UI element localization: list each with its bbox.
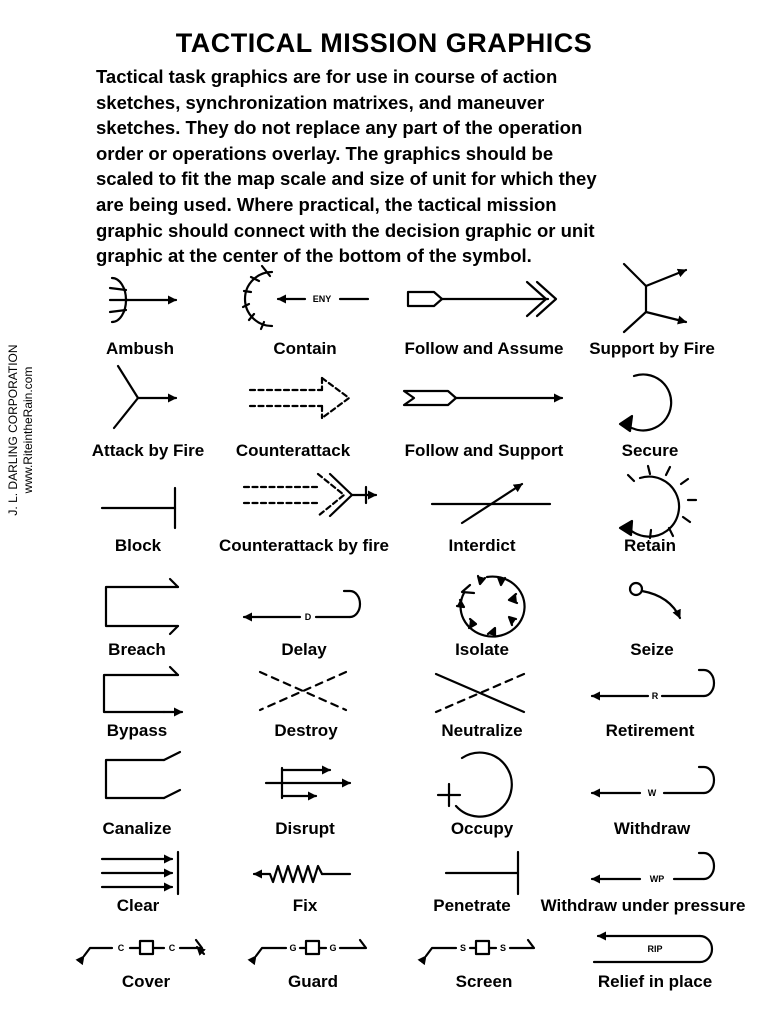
label-ambush: Ambush [106,339,174,358]
canalize-symbol [106,752,180,798]
follow-support-symbol [404,391,562,405]
intro-line: sketches, synchronization matrixes, and maneuver [96,91,545,113]
withdraw-tag: W [647,788,657,798]
label-isolate: Isolate [455,640,509,659]
label-counterattack-by-fire: Counterattack by fire [218,536,390,555]
label-retirement: Retirement [605,721,695,740]
support-by-fire-symbol [624,264,686,332]
secure-symbol [620,374,671,431]
website-url: www.RiteintheRain.com [21,366,35,494]
screen-tag-right: S [499,943,507,953]
contain-symbol [243,266,368,329]
disrupt-symbol [266,768,350,798]
delay-tag: D [304,612,312,622]
label-secure: Secure [621,441,679,460]
attack-by-fire-symbol [114,366,176,428]
block-symbol [102,488,175,528]
counterattack-symbol [250,378,349,418]
label-attack-by-fire: Attack by Fire [91,441,205,460]
screen-tag-left: S [459,943,467,953]
label-occupy: Occupy [450,819,514,838]
guard-tag-left: G [289,943,297,953]
label-destroy: Destroy [274,721,338,740]
contain-tag: ENY [312,294,332,304]
label-withdraw-pressure: Withdraw under pressure [540,896,746,915]
intro-line: sketches. They do not replace any part of the operation [96,117,583,139]
label-penetrate: Penetrate [433,896,511,915]
screen-symbol [426,940,534,956]
intro-line: graphic at the center of the bottom of the symbol. [96,245,532,267]
label-guard: Guard [287,972,339,991]
label-breach: Breach [108,640,166,659]
seize-symbol [630,583,680,618]
label-delay: Delay [281,640,327,659]
page-title: TACTICAL MISSION GRAPHICS [175,28,593,58]
follow-assume-symbol [408,282,556,316]
withdraw-pressure-tag: WP [649,874,665,884]
intro-line: graphic should connect with the decision graphic or unit [96,219,595,241]
label-withdraw: Withdraw [613,819,691,838]
cover-symbol [84,940,204,956]
retain-symbol [620,466,696,538]
label-canalize: Canalize [102,819,172,838]
label-contain: Contain [273,339,337,358]
label-bypass: Bypass [106,721,168,740]
label-screen: Screen [455,972,513,991]
penetrate-symbol [446,852,518,894]
guard-tag-right: G [329,943,337,953]
isolate-symbol [457,576,525,637]
label-support-by-fire: Support by Fire [589,339,715,358]
retirement-tag: R [651,691,659,701]
occupy-symbol [438,753,512,817]
label-clear: Clear [116,896,160,915]
cover-tag-right: C [168,943,176,953]
intro-line: are being used. Where practical, the tactical mission [96,193,557,215]
ambush-symbol [110,278,176,322]
label-counterattack: Counterattack [235,441,351,460]
destroy-symbol [260,672,346,710]
cover-tag-left: C [117,943,125,953]
intro-line: Tactical task graphics are for use in course of action [96,66,558,87]
label-disrupt: Disrupt [275,819,335,838]
breach-symbol [106,579,178,634]
label-follow-support: Follow and Support [404,441,564,460]
relief-tag: RIP [647,944,663,954]
company-name: J. L. DARLING CORPORATION [6,344,20,516]
label-follow-assume: Follow and Assume [404,339,564,358]
interdict-symbol [432,484,550,523]
label-relief-in-place: Relief in place [597,972,713,991]
intro-line: order or operations overlay. The graphics should be [96,142,554,164]
label-fix: Fix [292,896,318,915]
label-retain: Retain [624,536,676,555]
guard-symbol [256,940,366,956]
label-seize: Seize [630,640,674,659]
label-neutralize: Neutralize [441,721,523,740]
neutralize-symbol [436,674,524,712]
clear-symbol [102,852,178,894]
intro-line: scaled to fit the map scale and size of unit for which they [96,168,597,190]
label-block: Block [114,536,162,555]
label-cover: Cover [121,972,171,991]
bypass-symbol [104,667,182,712]
delay-symbol [244,591,360,617]
counterattack-by-fire-symbol [244,474,376,516]
label-interdict: Interdict [448,536,516,555]
fix-symbol [254,866,350,882]
